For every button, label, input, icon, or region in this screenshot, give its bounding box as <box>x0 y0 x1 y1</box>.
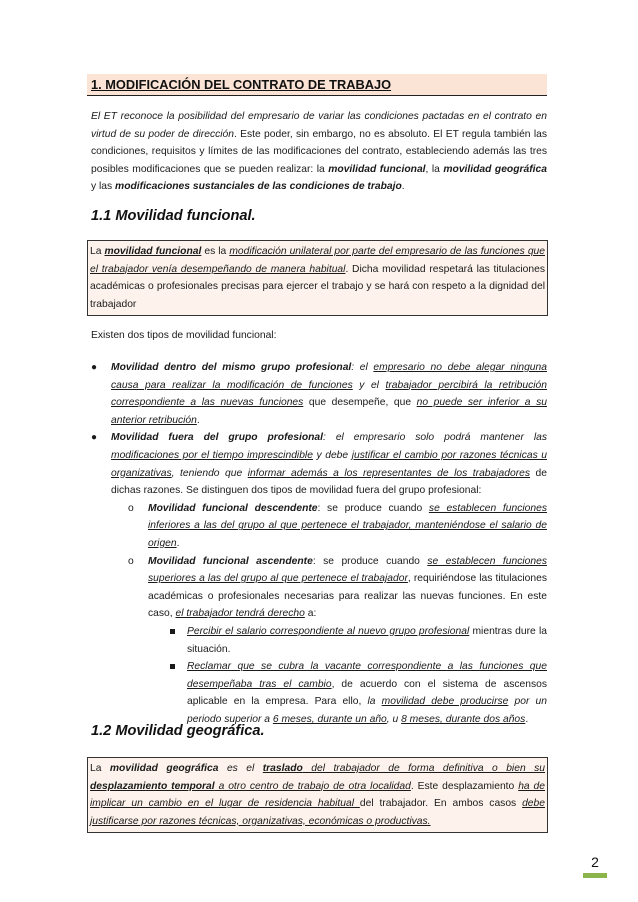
list-item-dentro-grupo: ● Movilidad dentro del mismo grupo profesional: el empresario no debe alegar ninguna causa para realizar la modificación de funciones y el trabajador percibirá la retribución correspondiente a las nuevas funciones que desempeñe, que no puede ser inferior a su anterior retribución. <box>91 359 547 429</box>
heading-movilidad-funcional: 1.1 Movilidad funcional. <box>91 208 256 224</box>
types-intro-text: Existen dos tipos de movilidad funcional: <box>91 330 277 341</box>
list-item-descendente: o Movilidad funcional descendente: se produce cuando se establecen funciones inferiores a las del grupo al que pertenece el trabajador, manteniéndose el salario de origen. <box>111 500 547 553</box>
list-item-percibir-salario: Percibir el salario correspondiente al nuevo grupo profesional mientras dure la situación. <box>148 623 547 658</box>
section-title: 1. MODIFICACIÓN DEL CONTRATO DE TRABAJO <box>87 74 547 96</box>
bullet-circle-icon: o <box>128 555 134 567</box>
bullet-square-icon <box>170 664 175 669</box>
page-number: 2 <box>591 854 599 870</box>
heading-movilidad-geografica: 1.2 Movilidad geográfica. <box>91 723 265 739</box>
bullet-dot-icon: ● <box>91 432 98 444</box>
fuera-grupo-subtypes-list <box>111 500 547 729</box>
bullet-square-icon <box>170 629 175 634</box>
list-item-fuera-grupo: ● Movilidad fuera del grupo profesional: el empresario solo podrá mantener las modificaciones por el tiempo imprescindible y debe justificar el cambio por razones técnicas u organizativas, teniendo que informar además a los representantes de los trabajadores de dichas razones. Se distinguen dos tipos de movilidad fuera del grupo profesional: o Movilidad funcional descendente: se produce cuando se establecen funciones inferiores a las del grupo al que pertenece el trabajador, manteniéndose el salario de origen. o Movilidad funcional ascendente: se produce cuando se establecen funciones superiores a las del grupo al que pertenece el trabajador, requiriéndose las titulaciones académicas o profesionales necesarias para realizar las nuevas funciones. En este caso, el trabajador tendrá derecho a: Percibir el salario correspondiente al nuevo grupo profesional mientras dure la situación. Reclamar que se cubra la vacante correspondiente a las funciones que desempeñaba tras el cambio, de acuerdo con el sistema de ascensos aplicable en la empresa. Para ello, la movilidad debe producirse por un periodo superior a 6 meses, durante un año, u 8 meses, durante dos años. <box>91 429 547 728</box>
bullet-dot-icon: ● <box>91 362 98 373</box>
page-number-bar <box>583 873 607 878</box>
movilidad-types-list <box>91 359 547 728</box>
intro-paragraph: El ET reconoce la posibilidad del empresario de variar las condiciones pactadas en el contrato en virtud de su poder de dirección. Este poder, sin embargo, no es absoluto. El ET regula también las condiciones, requisitos y límites de las modificaciones del contrato, estableciendo además las tres posibles modificaciones que se pueden realizar: la movilidad funcional, la movilidad geográfica y las modificaciones sustanciales de las condiciones de trabajo. <box>91 111 547 193</box>
bullet-circle-icon: o <box>128 502 134 514</box>
definition-box-movilidad-geografica: La movilidad geográfica es el traslado del trabajador de forma definitiva o bien su desplazamiento temporal a otro centro de trabajo de otra localidad. Este desplazamiento ha de implicar un cambio en el lugar de residencia habitual del trabajador. En ambos casos debe justificarse por razones técnicas, organizativas, económicas o productivas. <box>87 757 548 833</box>
list-item-ascendente: o Movilidad funcional ascendente: se produce cuando se establecen funciones superiores a las del grupo al que pertenece el trabajador, requiriéndose las titulaciones académicas o profesionales necesarias para realizar las nuevas funciones. En este caso, el trabajador tendrá derecho a: Percibir el salario correspondiente al nuevo grupo profesional mientras dure la situación. Reclamar que se cubra la vacante correspondiente a las funciones que desempeñaba tras el cambio, de acuerdo con el sistema de ascensos aplicable en la empresa. Para ello, la movilidad debe producirse por un periodo superior a 6 meses, durante un año, u 8 meses, durante dos años. <box>111 553 547 729</box>
definition-box-movilidad-funcional: La movilidad funcional es la modificación unilateral por parte del empresario de las funciones que el trabajador venía desempeñando de manera habitual. Dicha movilidad respetará las titulaciones académicas o profesionales precisas para ejercer el trabajo y se hará con respeto a la dignidad del trabajador <box>87 240 548 316</box>
list-item-reclamar-vacante: Reclamar que se cubra la vacante correspondiente a las funciones que desempeñaba tras el cambio, de acuerdo con el sistema de ascensos aplicable en la empresa. Para ello, la movilidad debe producirse por un periodo superior a 6 meses, durante un año, u 8 meses, durante dos años. <box>148 658 547 728</box>
ascendente-rights-list <box>148 623 547 729</box>
